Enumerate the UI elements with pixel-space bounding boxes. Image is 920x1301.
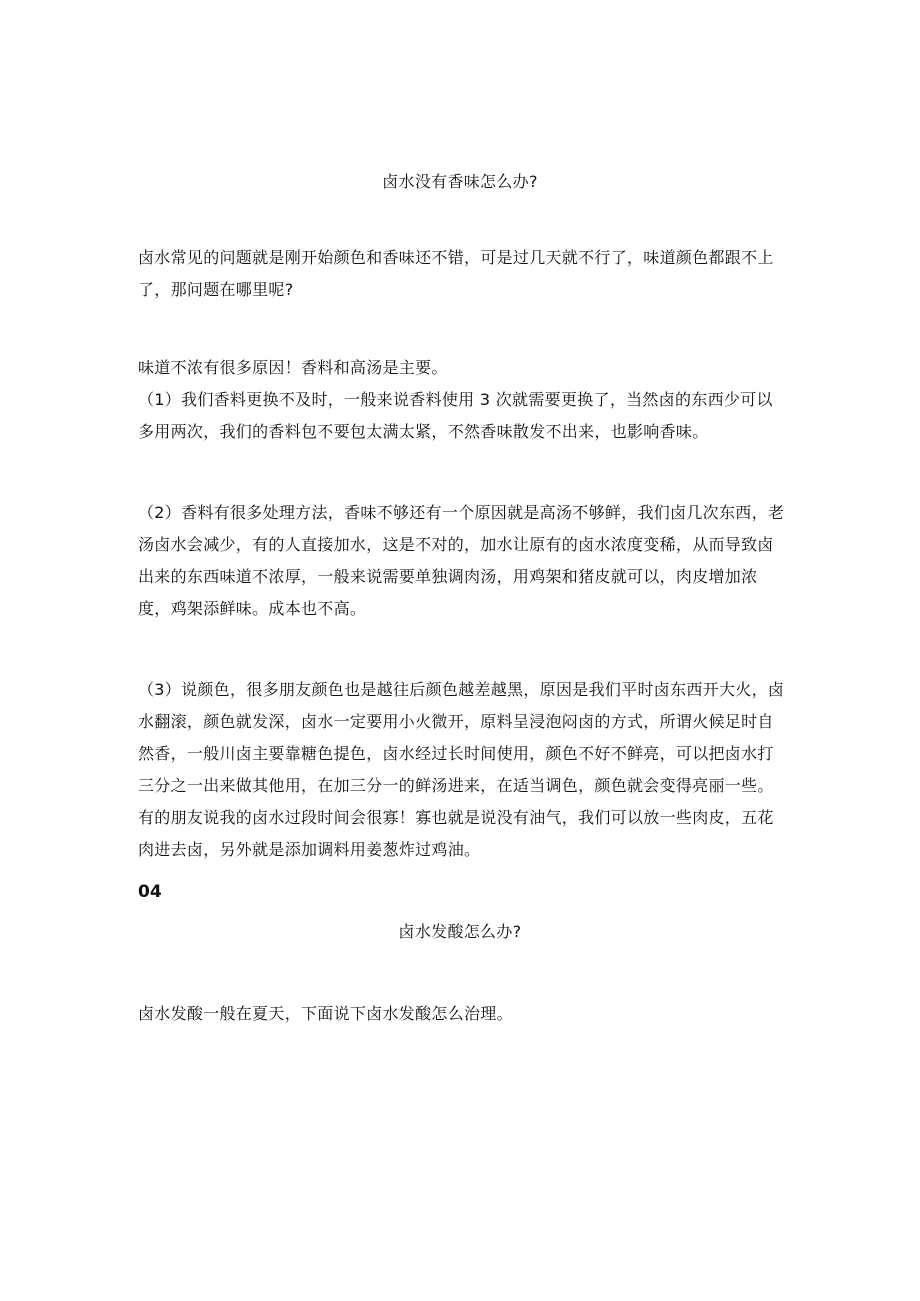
intro-paragraph: 卤水常见的问题就是刚开始颜色和香味还不错，可是过几天就不行了，味道颜色都跟不上了，那问题在哪里呢? — [138, 248, 774, 299]
point-2-paragraph: （2）香料有很多处理方法，香味不够还有一个原因就是高汤不够鲜，我们卤几次东西，老汤卤水会减少，有的人直接加水，这是不对的，加水让原有的卤水浓度变稀，从而导致卤出来的东西味道不浓厚，一般来说需要单独调肉汤，用鸡架和猪皮就可以，肉皮增加浓度，鸡架添鲜味。成本也不高。 — [138, 503, 785, 618]
point-3-paragraph: （3）说颜色，很多朋友颜色也是越往后颜色越差越黑，原因是我们平时卤东西开大火，卤水翻滚，颜色就发深，卤水一定要用小火微开，原料呈浸泡闷卤的方式，所谓火候足时自然香，一般川卤主要靠糖色提色，卤水经过长时间使用，颜色不好不鲜亮，可以把卤水打三分之一出来做其他用，在加三分一的鲜汤进来，在适当调色，颜色就会变得亮丽一些。有的朋友说我的卤水过段时间会很寡！寡也就是说没有油气，我们可以放一些肉皮，五花肉进去卤，另外就是添加调料用姜葱炸过鸡油。 — [138, 680, 785, 859]
heading-sour-brine: 卤水发酸怎么办? — [398, 922, 522, 941]
point-1-paragraph: （1）我们香料更换不及时，一般来说香料使用 3 次就需要更换了，当然卤的东西少可以多用两次，我们的香料包不要包太满太紧，不然香味散发不出来，也影响香味。 — [138, 390, 773, 441]
sour-intro-paragraph: 卤水发酸一般在夏天，下面说下卤水发酸怎么治理。 — [138, 1004, 513, 1023]
reason-paragraph: 味道不浓有很多原因！香料和高汤是主要。 — [138, 358, 448, 377]
section-number: 04 — [138, 882, 162, 902]
heading-no-aroma: 卤水没有香味怎么办? — [382, 172, 538, 191]
